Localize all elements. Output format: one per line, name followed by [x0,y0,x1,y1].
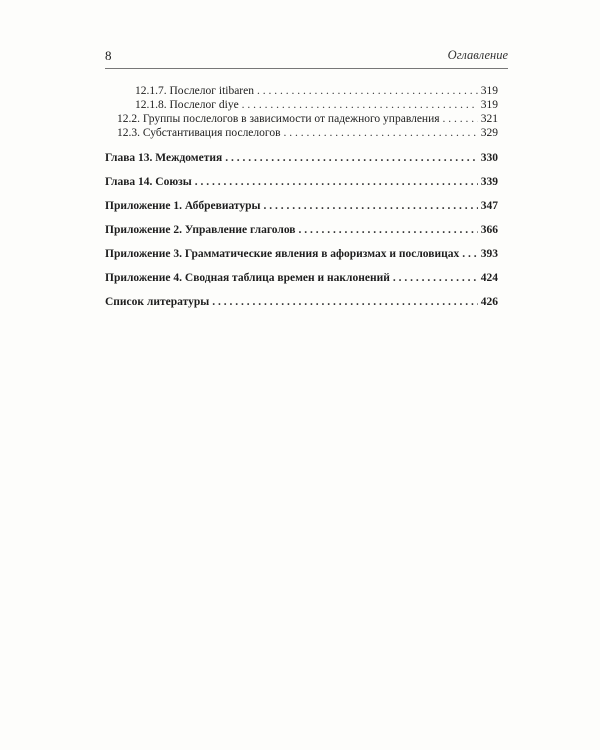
toc-entry-title: Приложение 3. Грамматические явления в афоризмах и пословицах [105,248,460,260]
toc-entry-title: Приложение 4. Сводная таблица времен и наклонений [105,272,390,284]
toc-entry [105,175,498,189]
header-rule [105,68,508,69]
toc-entry-page: 319 [480,85,498,97]
toc-entry-title: 12.2. Группы послелогов в зависимости от падежного управления [117,113,440,125]
toc-dot-leader [393,271,478,285]
toc-entry-page: 426 [480,296,498,308]
toc-entry-page: 329 [480,127,498,139]
toc-entry [105,295,498,309]
toc-entry-title: 12.1.8. Послелог diye [135,99,239,111]
toc-entry-page: 330 [480,152,498,164]
toc-dot-leader [212,295,478,309]
toc-entry-title: Глава 13. Междометия [105,152,223,164]
toc-dot-leader [242,98,478,112]
toc-entry [135,84,498,98]
toc-entry [117,126,498,140]
toc-entry-page: 424 [480,272,498,284]
toc-dot-leader [264,199,478,213]
page-number: 8 [105,48,112,63]
toc-entry [105,199,498,213]
toc-dot-leader [195,175,478,189]
toc-entry-title: 12.1.7. Послелог itibaren [135,85,254,97]
toc-dot-leader [299,223,478,237]
toc-entry [105,151,498,165]
toc-dot-leader [225,151,478,165]
toc-entry-title: Приложение 2. Управление глаголов [105,224,296,236]
toc-entry-title: Приложение 1. Аббревиатуры [105,200,261,212]
toc-dot-leader [257,84,478,98]
page-header [105,48,508,66]
toc-entry [105,223,498,237]
toc-entry-title: Список литературы [105,296,210,308]
toc-dot-leader [284,126,478,140]
toc-entry-page: 339 [480,176,498,188]
running-title: Оглавление [447,48,508,62]
toc-entry-page: 319 [480,99,498,111]
toc-dot-leader [462,247,478,261]
toc-entry [105,247,498,261]
toc-entry-page: 366 [480,224,498,236]
toc-entry [135,98,498,112]
toc-dot-leader [443,112,478,126]
toc-entry-page: 321 [480,113,498,125]
toc-entry-page: 393 [480,248,498,260]
toc-entry-title: 12.3. Субстантивация послелогов [117,127,281,139]
toc-entry-title: Глава 14. Союзы [105,176,192,188]
toc-entry [105,271,498,285]
toc-entry-page: 347 [480,200,498,212]
toc-entry [117,112,498,126]
